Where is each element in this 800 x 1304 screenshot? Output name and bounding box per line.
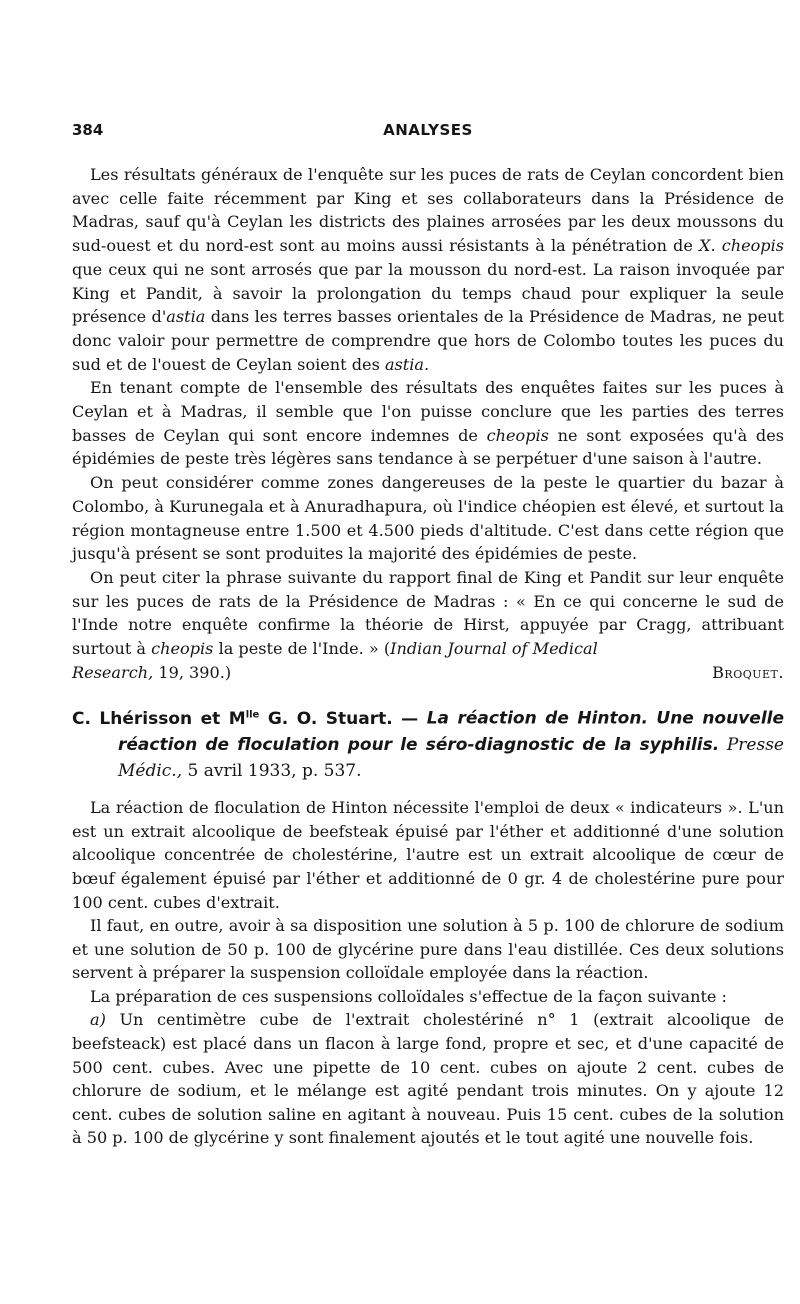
citation: [72, 661, 231, 685]
review-authors: [72, 709, 427, 729]
authors-superscript: lle: [245, 709, 260, 721]
review-signature-line: [72, 661, 784, 685]
text-segment: Un centimètre cube de l'extrait cholestériné n° 1 (extrait alcoolique de beefsteack) est placé dans un flacon à large fond, propre et sec, et d'une capacité de 500 cent. cubes. Avec une pipette de 10 cent. cubes on ajoute 2 cent. cubes de chlorure de sodium, et le mélange est agité pendant trois minutes. On y ajoute 12 cent. cubes de solution saline en agitant à nouveau. Puis 15 cent. cubes de la solution à 50 p. 100 de glycérine y sont finalement ajoutés et le tout agité une nouvelle fois.: [72, 1010, 784, 1148]
paragraph: [72, 796, 784, 914]
text-segment: On peut citer la phrase suivante du rapport final de King et Pandit sur leur enquête sur les puces de rats de la Présidence de Madras : « En ce qui concerne le sud de l'Inde notre enquête confirme la théorie de Hirst, appuyée par Cragg, attribuant surtout à: [72, 567, 784, 659]
reviewer-name: Broquet.: [712, 662, 784, 682]
species-name: astia: [166, 307, 206, 327]
text-segment: Les résultats généraux de l'enquête sur les puces de rats de Ceylan concordent bien avec celle faite récemment par King et ses collaborateurs dans la Présidence de Madras, sauf qu'à Ceylan les districts des plaines arrosées par les deux moussons du sud-ouest et du nord-est sont au moins aussi résistants à la pénétration de: [72, 165, 784, 256]
page-number: 384: [72, 121, 104, 139]
paragraph: [72, 566, 784, 661]
text-segment: dans les terres basses orientales de la Présidence de Madras, ne peut donc valoir pour permettre de comprendre que hors de Colombo toutes les puces du sud et de l'ouest de Ceylan soient des: [72, 307, 784, 374]
species-name: astia.: [384, 354, 430, 374]
paragraph: [72, 985, 784, 1009]
species-name: cheopis: [151, 639, 214, 659]
text-segment: La préparation de ces suspensions colloïdales s'effectue de la façon suivante :: [90, 986, 727, 1006]
text-segment: Il faut, en outre, avoir à sa disposition une solution à 5 p. 100 de chlorure de sodium et une solution de 50 p. 100 de glycérine pure dans l'eau distillée. Ces deux solutions servent à préparer la suspension colloïdale employée dans la réaction.: [72, 916, 784, 983]
authors-text: G. O. Stuart. —: [259, 709, 427, 730]
text-segment: La réaction de floculation de Hinton nécessite l'emploi de deux « indicateurs ». L'un est un extrait alcoolique de beefsteak épuisé par l'éther et additionné d'une solution alcoolique concentrée de cholestérine, l'autre est un extrait alcoolique de cœur de bœuf également épuisé par l'éther et additionné de 0 gr. 4 de cholestérine pure pour 100 cent. cubes d'extrait.: [72, 798, 784, 912]
journal-name: Research,: [72, 662, 154, 682]
paragraph: [72, 471, 784, 566]
paragraph: [72, 914, 784, 985]
next-review-body: [72, 796, 784, 1150]
review-title: La réaction de Hinton. Une nouvelle réaction de floculation pour le séro-diagnostic de la syphilis.: [118, 709, 785, 756]
species-name: cheopis: [486, 425, 549, 445]
running-head: [72, 121, 784, 145]
list-marker: a): [90, 1010, 106, 1030]
previous-review-body: [72, 163, 784, 684]
text-segment: ne sont exposées qu'à des épidémies de peste très légères sans tendance à se perpétuer d'une saison à l'autre.: [72, 425, 784, 469]
text-segment: On peut considérer comme zones dangereuses de la peste le quartier du bazar à Colombo, à Kurunegala et à Anuradhapura, où l'indice chéopien est élevé, et surtout la région montagneuse entre 1.500 et 4.500 pieds d'altitude. C'est dans cette région que jusqu'à présent se sont produites la majorité des épidémies de peste.: [72, 473, 784, 564]
page: [72, 121, 784, 1150]
section-title: ANALYSES: [383, 121, 473, 139]
journal-name: Indian Journal of Medical: [390, 639, 598, 659]
text-segment: que ceux qui ne sont arrosés que par la mousson du nord-est. La raison invoquée par King et Pandit, à savoir la prolongation du temps chaud pour expliquer la seule présence d': [72, 259, 784, 327]
text-segment: la peste de l'Inde. » (: [213, 639, 391, 659]
paragraph: [72, 1008, 784, 1150]
text-segment: En tenant compte de l'ensemble des résultats des enquêtes faites sur les puces à Ceylan et à Madras, il semble que l'on puisse conclure que les parties des terres basses de Ceylan qui sont encore indemnes de: [72, 378, 784, 445]
citation-volume: 19, 390.): [153, 662, 232, 682]
citation: 5 avril 1933, p. 537.: [182, 761, 362, 782]
review-heading: [72, 702, 784, 784]
authors-text: C. Lhérisson et M: [72, 709, 246, 730]
species-name: X. cheopis: [699, 236, 784, 256]
paragraph: [72, 376, 784, 471]
journal-name: Presse Médic.,: [118, 735, 784, 782]
paragraph: [72, 163, 784, 376]
